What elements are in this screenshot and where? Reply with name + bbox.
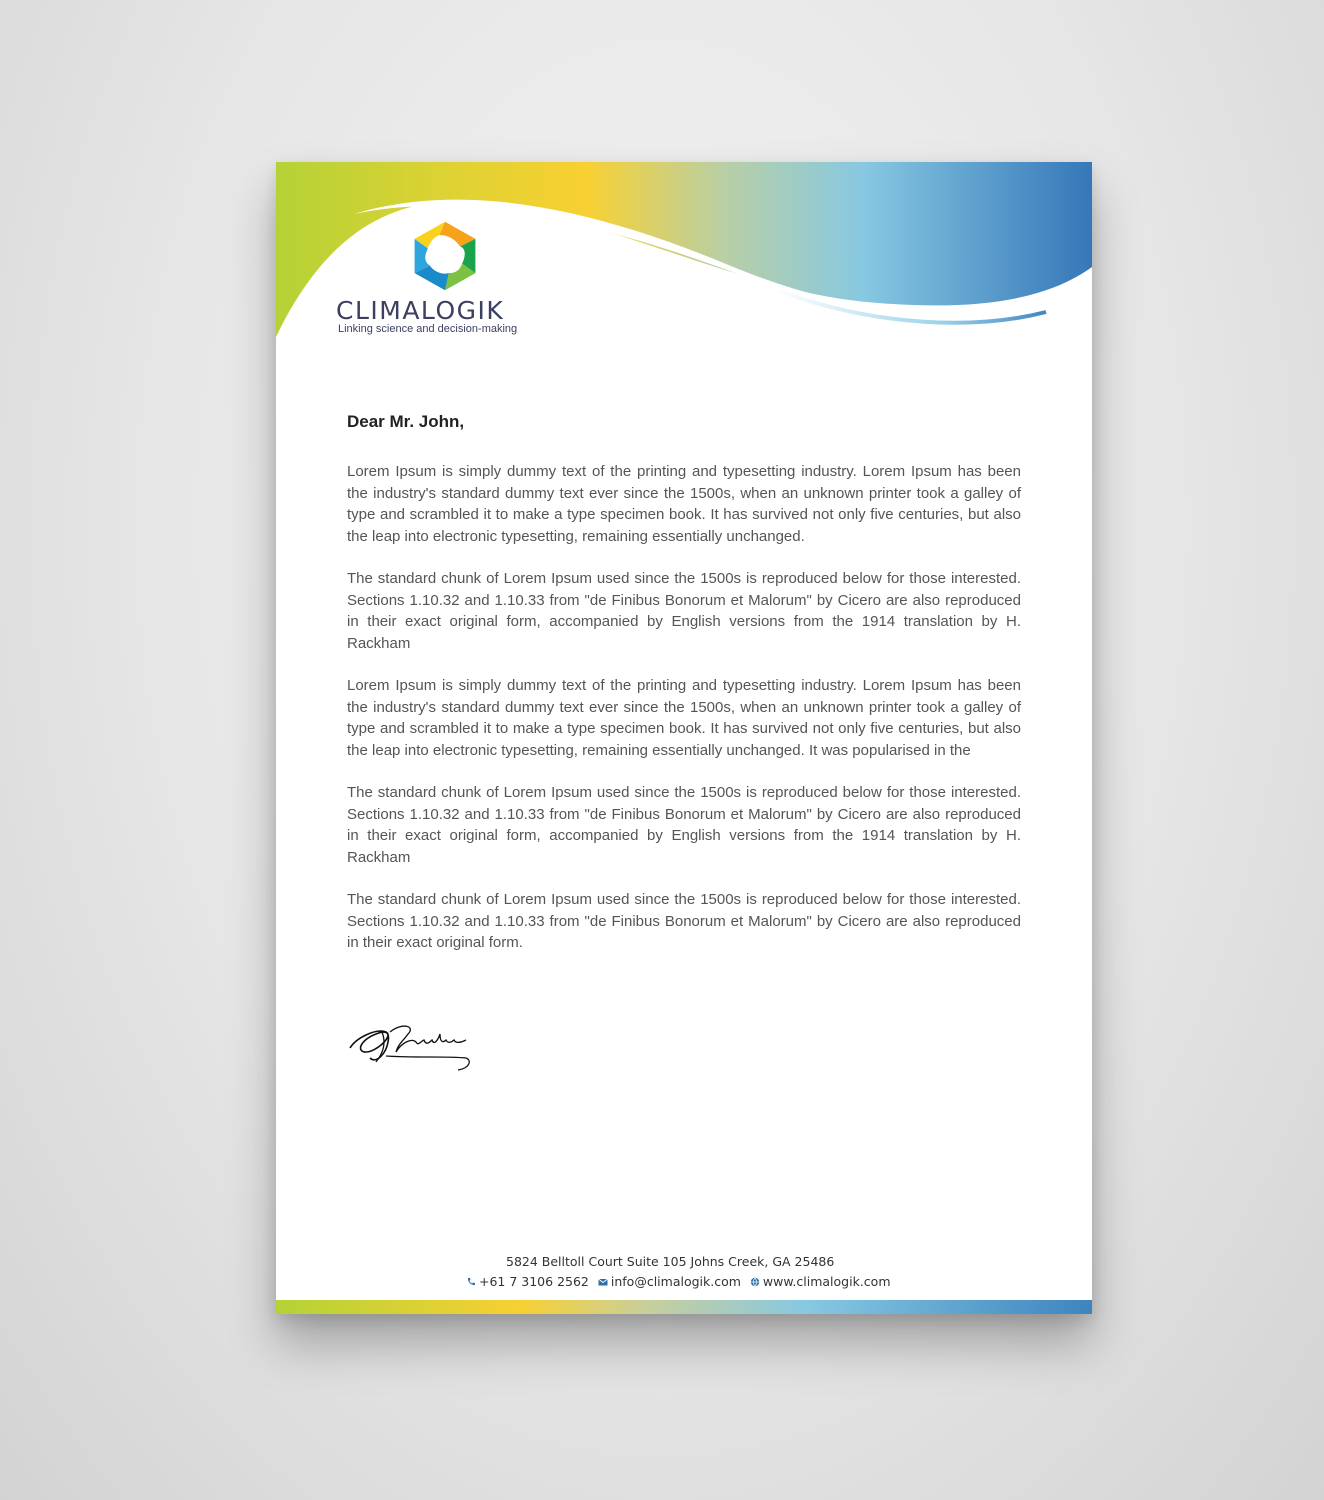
footer-contacts [276, 1274, 1092, 1289]
footer-phone[interactable] [466, 1274, 589, 1289]
paragraph-2: The standard chunk of Lorem Ipsum used since the 1500s is reproduced below for those interested. Sections 1.10.32 and 1.10.33 from "de Finibus Bonorum et Malorum" by Cicero are also reproduced in their exact original form, accompanied by English versions from the 1914 translation by H. Rackham [347, 570, 1021, 652]
paragraph-4: The standard chunk of Lorem Ipsum used since the 1500s is reproduced below for those interested. Sections 1.10.32 and 1.10.33 from "de Finibus Bonorum et Malorum" by Cicero are also reproduced in their exact original form, accompanied by English versions from the 1914 translation by H. Rackham [347, 784, 1021, 866]
letterhead-page [276, 162, 1092, 1314]
footer-website-text: www.climalogik.com [762, 1274, 891, 1289]
letterhead-footer [276, 1254, 1092, 1289]
phone-icon [466, 1277, 476, 1287]
letter-body [347, 412, 1021, 975]
logo-hexagon-icon [406, 218, 484, 294]
footer-phone-text: +61 7 3106 2562 [479, 1274, 589, 1289]
salutation: Dear Mr. John, [347, 412, 465, 431]
paragraph-3: Lorem Ipsum is simply dummy text of the printing and typesetting industry. Lorem Ipsum has been the industry's standard dummy text ever since the 1500s, when an unknown printer took a galley of type and scrambled it to make a type specimen book. It has survived not only five centuries, but also the leap into electronic typesetting, remaining essentially unchanged. It was popularised in the [347, 677, 1021, 759]
footer-email[interactable] [598, 1274, 741, 1289]
footer-website[interactable] [750, 1274, 891, 1289]
globe-icon [750, 1277, 760, 1287]
email-icon [598, 1277, 608, 1287]
footer-gradient-bar [276, 1300, 1092, 1314]
brand-tagline: Linking science and decision-making [338, 323, 518, 335]
handwritten-signature [346, 1012, 476, 1080]
brand-name: CLIMALOGIK [336, 296, 505, 325]
footer-address: 5824 Belltoll Court Suite 105 Johns Creek, GA 25486 [506, 1254, 835, 1269]
footer-email-text: info@climalogik.com [610, 1274, 741, 1289]
paragraph-1: Lorem Ipsum is simply dummy text of the printing and typesetting industry. Lorem Ipsum has been the industry's standard dummy text ever since the 1500s, when an unknown printer took a galley of type and scrambled it to make a type specimen book. It has survived not only five centuries, but also the leap into electronic typesetting, remaining essentially unchanged. [347, 463, 1021, 545]
paragraph-5: The standard chunk of Lorem Ipsum used since the 1500s is reproduced below for those interested. Sections 1.10.32 and 1.10.33 from "de Finibus Bonorum et Malorum" by Cicero are also reproduced in their exact original form. [347, 891, 1021, 951]
